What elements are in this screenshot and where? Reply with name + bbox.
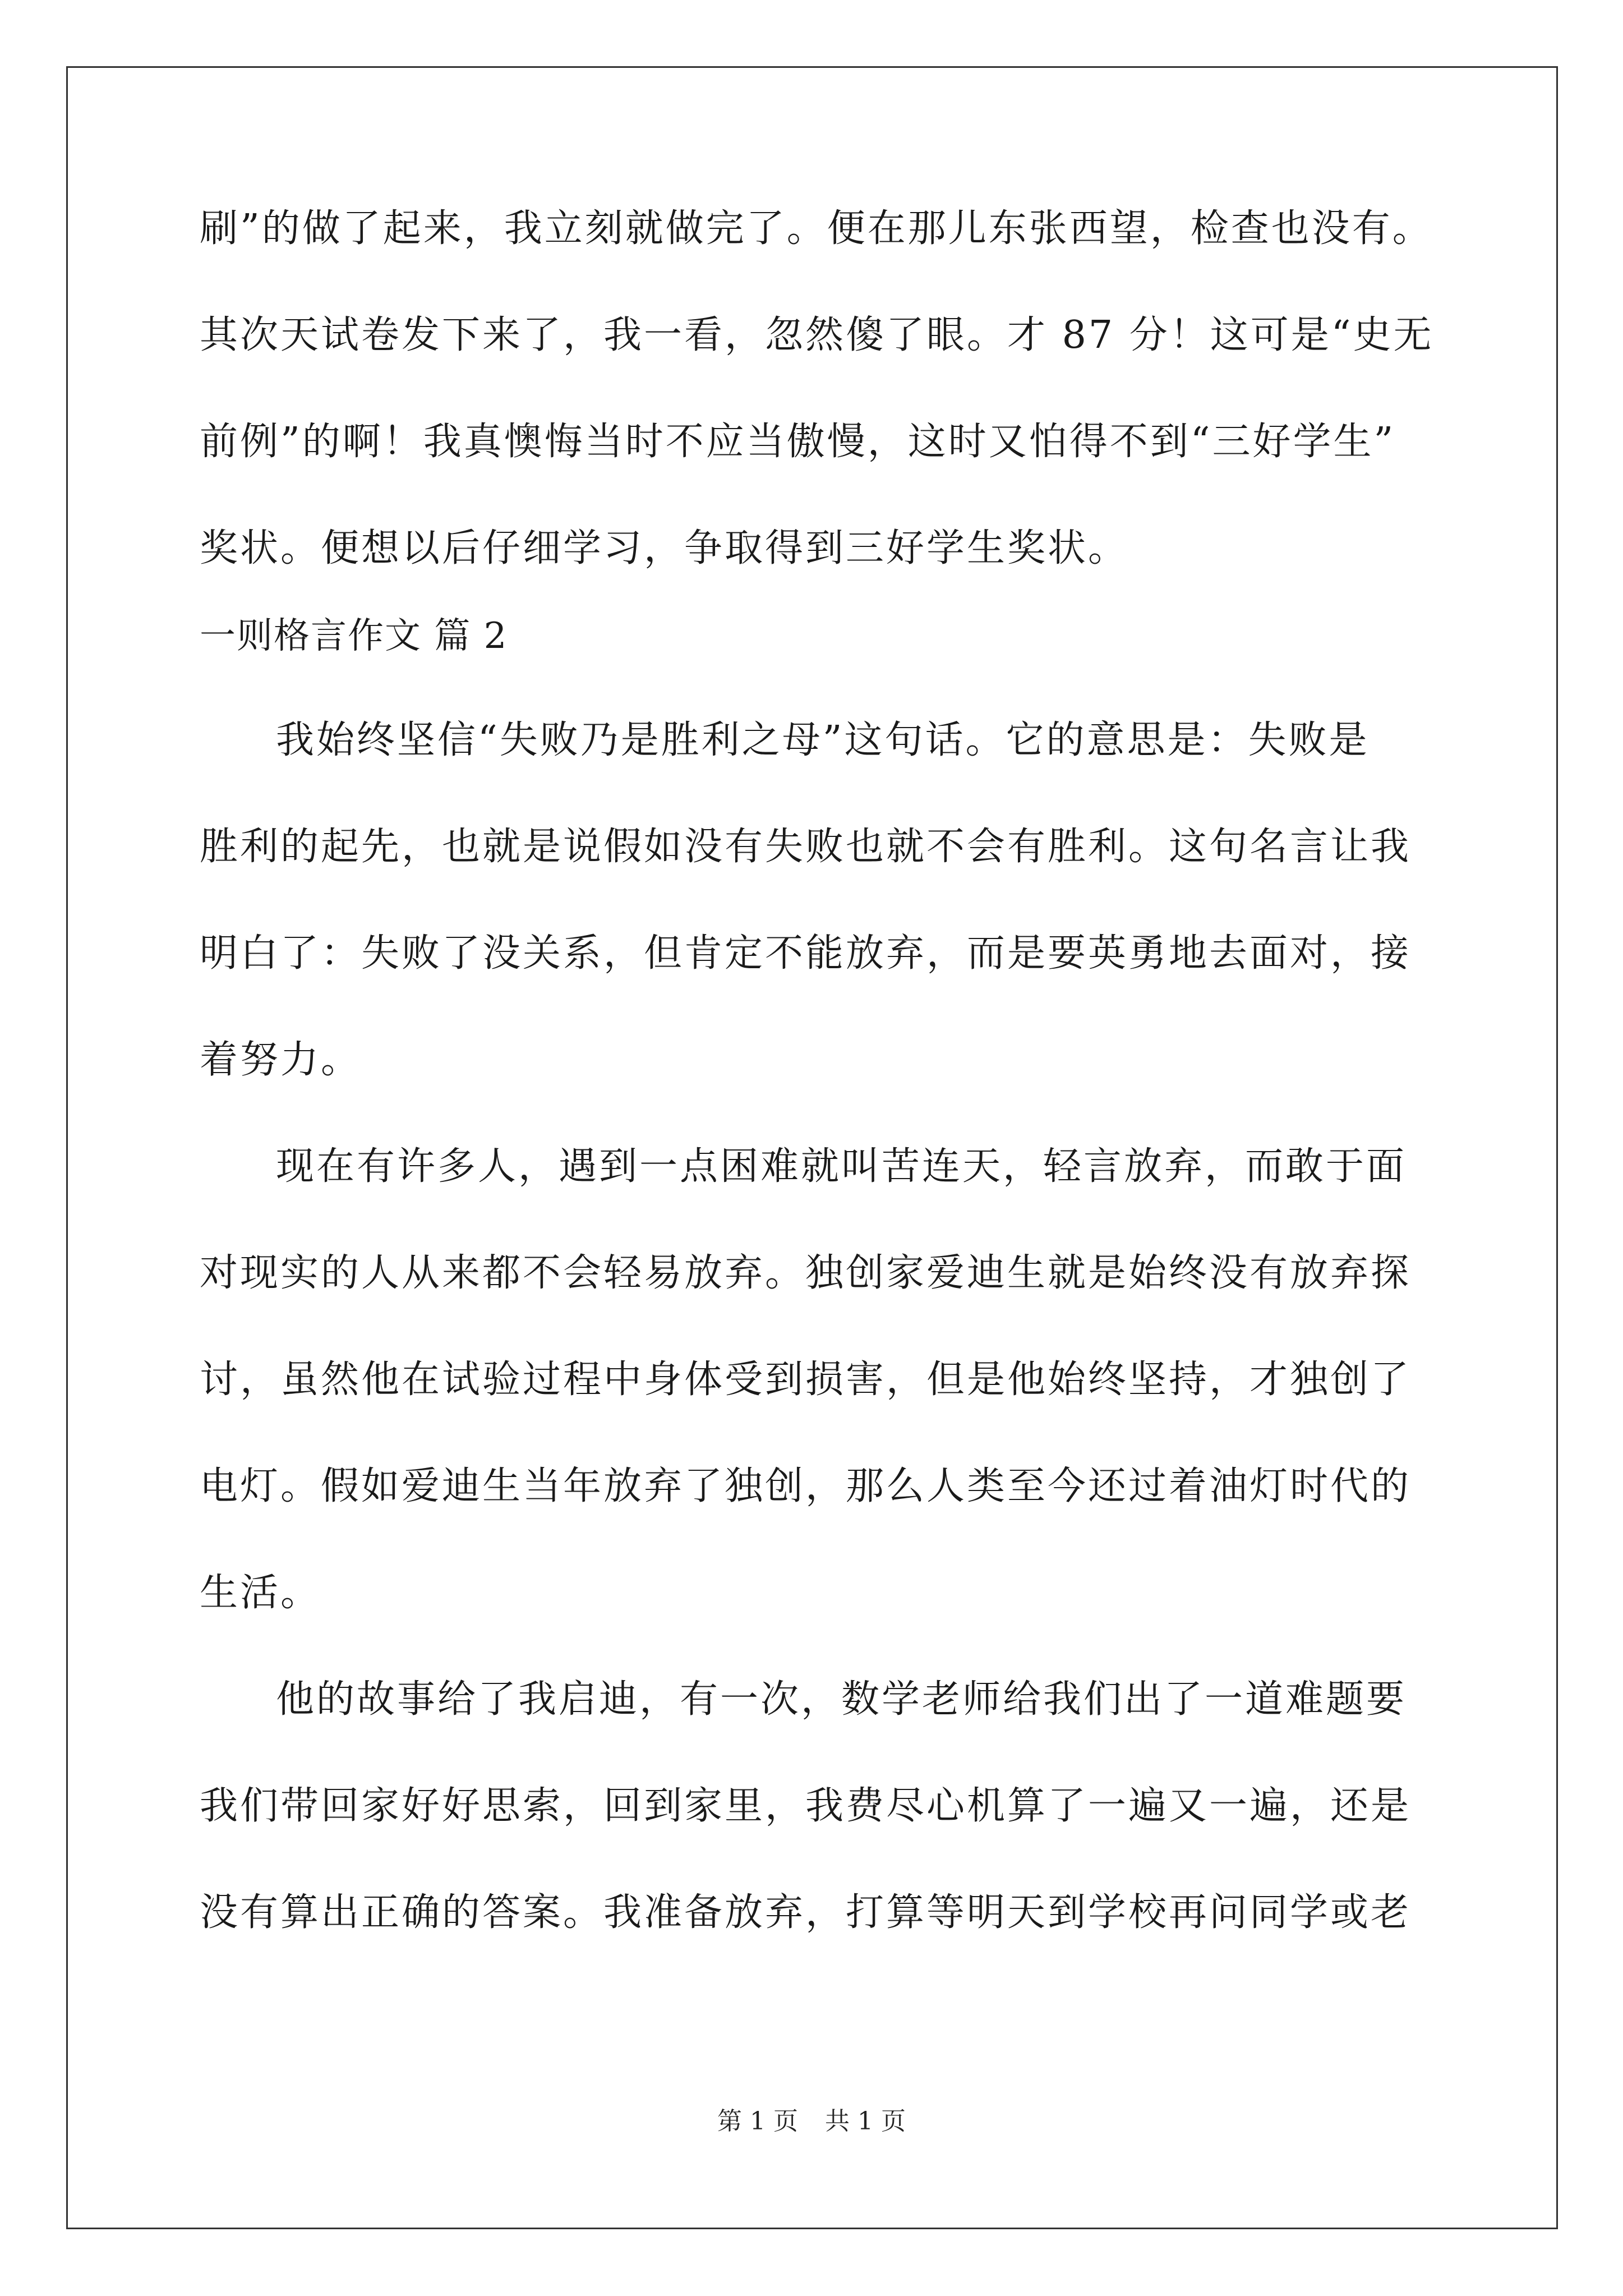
text-line: 我始终坚信“失败乃是胜利之母”这句话。它的意思是：失败是 [276, 718, 1370, 762]
text-line: 前例”的啊！我真懊悔当时不应当傲慢，这时又怕得不到“三好学生” [200, 420, 1396, 464]
text-line: 着努力。 [200, 1038, 362, 1082]
document-body [200, 202, 1433, 1940]
paragraph-3 [200, 1673, 1433, 1940]
text-line: 胜利的起先，也就是说假如没有失败也就不会有胜利。这句名言让我 [200, 825, 1412, 869]
section-heading: 一则格言作文 篇 2 [200, 615, 508, 657]
text-line: 没有算出正确的答案。我准备放弃，打算等明天到学校再问同学或老 [200, 1890, 1412, 1935]
text-line: 奖状。便想以后仔细学习，争取得到三好学生奖状。 [200, 526, 1129, 570]
text-line: 明白了：失败了没关系，但肯定不能放弃，而是要英勇地去面对，接 [200, 931, 1412, 976]
text-line: 对现实的人从来都不会轻易放弃。独创家爱迪生就是始终没有放弃探 [200, 1251, 1412, 1295]
text-line: 刷”的做了起来，我立刻就做完了。便在那儿东张西望，检查也没有。 [200, 206, 1433, 251]
paragraph-2 [200, 1140, 1433, 1620]
text-line: 他的故事给了我启迪，有一次，数学老师给我们出了一道难题要 [276, 1677, 1407, 1722]
page-footer [0, 2105, 1623, 2138]
page-total: 共 1 页 [825, 2107, 906, 2136]
text-line: 现在有许多人，遇到一点困难就叫苦连天，轻言放弃，而敢于面 [276, 1144, 1407, 1189]
text-line: 其次天试卷发下来了，我一看，忽然傻了眼。才 87 分！这可是“史无 [200, 313, 1434, 357]
page-number: 第 1 页 [717, 2107, 798, 2136]
text-line: 电灯。假如爱迪生当年放弃了独创，那么人类至今还过着油灯时代的 [200, 1464, 1412, 1508]
text-line: 讨，虽然他在试验过程中身体受到损害，但是他始终坚持，才独创了 [200, 1358, 1412, 1402]
text-line: 我们带回家好好思索，回到家里，我费尽心机算了一遍又一遍，还是 [200, 1784, 1412, 1828]
text-line: 生活。 [200, 1571, 321, 1615]
paragraph-1 [200, 714, 1433, 1087]
paragraph-continuation [200, 202, 1433, 576]
